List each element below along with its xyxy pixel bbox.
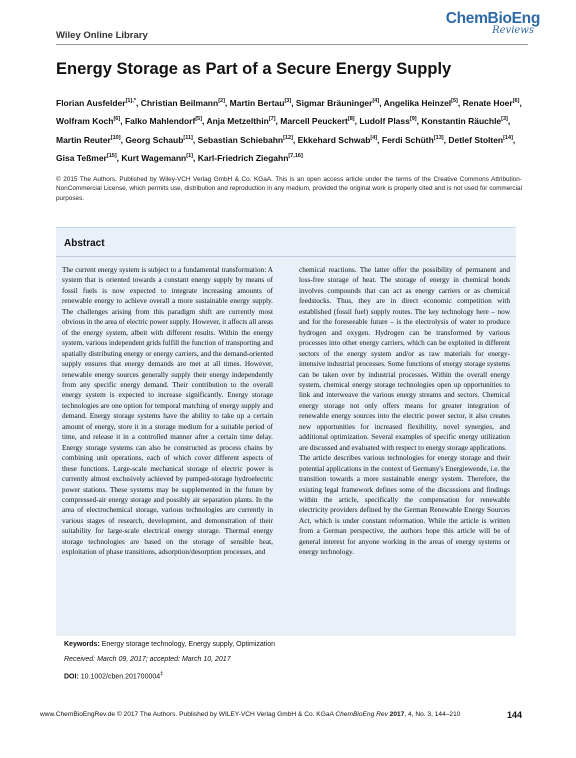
abstract-column-left: The current energy system is subject to a fundamental transformation: A system that is oriented towards a constant energy supply by means of fossil fuels is now expected to integrate increasing amounts of renewable energy to achieve overall a more sustainable energy supply. The challenges arising from this paradigm shift are currently most obvious in the area of electric power supply. However, it affects all areas of the energy system, albeit with different results. Within the energy system, various independent grids fulfill the function of transporting and spatially distributing energy or energy carriers, and the demand-oriented supply ensures that energy demands are met at all times. However, renewable energy sources generally supply their energy independently from any specific energy demand. Their contribution to the overall energy system is expected to increase significantly. Energy storage technologies are one option for temporal matching of energy supply and demand. Energy storage systems have the ability to take up a certain amount of energy, store it in a storage medium for a suitable period of time, and release it in a controlled manner after a certain time delay. Energy storage systems can also be constructed as process chains by combining unit operations, each of which cover different aspects of these functions. Large-scale mechanical storage of electric power is currently almost exclusively achieved by pumped-storage hydroelectric power stations. These systems may be supplemented in the future by compressed-air energy storage and possibly air separation plants. In the area of electrochemical storage, various technologies are currently in various stages of research, development, and demonstration of their suitability for large-scale electrical energy storage. Thermal energy storage technologies are based on the storage of sensible heat, exploitation of phase transitions, adsorption/desorption processes, and	[62, 266, 273, 557]
footer-volume: , 4, No. 3, 144–210	[404, 711, 461, 718]
page-number: 144	[506, 710, 522, 720]
author-name: Renate Hoer	[462, 97, 513, 108]
author-name: Ekkehard Schwab	[297, 134, 371, 145]
author-name: Sigmar Bräuninger	[295, 97, 373, 108]
author-name: Sebastian Schiebahn	[197, 134, 284, 145]
author-affiliation: [4]	[370, 134, 378, 141]
author-name: Georg Schaub	[125, 134, 184, 145]
abstract-divider	[56, 256, 516, 257]
received-date: March 09, 2017;	[97, 655, 148, 663]
article-title: Energy Storage as Part of a Secure Energy Supply	[56, 60, 452, 78]
author-affiliation: [11]	[183, 134, 193, 141]
journal-logo-sub: Reviews	[492, 25, 534, 36]
article-meta	[64, 638, 514, 685]
dates-line	[64, 653, 514, 668]
author-affiliation: [6]	[512, 98, 520, 104]
doi-label: DOI:	[64, 673, 79, 681]
author-name: Anja Metzelthin	[206, 116, 269, 127]
accepted-label: accepted:	[149, 655, 180, 663]
author-name: Detlef Stolten	[448, 134, 504, 145]
author-name: Konstantin Räuchle	[421, 116, 502, 127]
author-name: Kurt Wagemann	[121, 152, 187, 163]
abstract-paragraph: chemical reactions. The latter offer the possibility of permanent and loss-free storage of heat. The storage of energy in chemical bonds involves compounds that can act as energy carriers or as chemical feedstocks. Thus, they are in direct economic competition with established (fossil fuel) supply routes. The key technology here – now and for the foreseeable future – is the electrolysis of water to produce hydrogen and oxygen. Hydrogen can be transformed by various processes into other energy carriers, which can be exploited in different sectors of the energy system and/or as raw materials for energy-intensive industrial processes. Some functions of energy storage systems can be taken over by industrial processes. Within the overall energy system, chemical energy storage technologies open up opportunities to link and interweave the various energy streams and sectors. Chemical energy storage not only offers means for greater integration of renewable energy sources into the electric power sector, it also creates new opportunities for increased flexibility, novel synergies, and additional optimization. Several examples of specific energy utilization are discussed and evaluated with respect to energy storage applications.	[299, 266, 510, 452]
author-name: Gisa Teßmer	[56, 152, 107, 163]
author-affiliation: [12]	[283, 134, 293, 141]
footer-journal: ChemBioEng Rev	[335, 711, 388, 718]
author-name: Angelika Heinzel	[383, 97, 452, 108]
author-name: Karl-Friedrich Ziegahn	[197, 152, 289, 163]
author-name: Marcell Peuckert	[280, 116, 348, 127]
author-name: Martin Reuter	[56, 134, 111, 145]
author-affiliation: [6]	[113, 116, 121, 123]
abstract-heading: Abstract	[64, 238, 105, 249]
author-name: Christian Beilmann	[140, 97, 219, 108]
author-affiliation: [3]	[284, 98, 292, 104]
header-divider	[56, 44, 528, 45]
author-affiliation: [8]	[347, 116, 355, 123]
page-footer	[40, 711, 550, 723]
author-affiliation: [2]	[218, 98, 225, 104]
doi-mark: ‡	[160, 671, 164, 677]
author-name: Martin Bertau	[229, 97, 285, 108]
footer-year: 2017	[389, 711, 405, 718]
journal-logo	[440, 10, 540, 36]
author-affiliation: [7]	[268, 116, 276, 123]
author-affiliation: [9]	[409, 116, 417, 123]
author-affiliation: [3]	[501, 116, 508, 123]
author-name: Falko Mahlendorf	[124, 116, 196, 127]
doi-line	[64, 667, 514, 685]
wiley-online-library-label: Wiley Online Library	[56, 30, 148, 41]
abstract-paragraph: The article describes various technologies for energy storage and their potential applications in the context of Germany's Energiewende, i.e. the transition towards a more sustainable energy system. Therefore, the existing legal framework defines some of the discussions and findings within the article, specifically the compensation for renewable electricity providers defined by the German Renewable Energy Sources Act, which is under constant reformation. While the article is written from a German perspective, the authors hope this article will be of general interest for anyone working in the areas of energy systems or energy technology.	[299, 454, 510, 557]
keywords-label: Keywords:	[64, 641, 100, 648]
author-affiliation: [5]	[195, 116, 203, 123]
author-affiliation: [5]	[451, 98, 458, 104]
keywords-value: Energy storage technology, Energy supply, Optimization	[101, 641, 276, 648]
author-name: Florian Ausfelder	[56, 97, 126, 108]
author-affiliation: [4]	[372, 98, 380, 104]
received-label: Received:	[64, 655, 96, 663]
author-name: Ferdi Schüth	[381, 134, 434, 145]
author-list: Florian Ausfelder$^{[1],*}$, Christian Beilmann[2], Martin Bertau[3], Sigmar Bräuninger[4], Angelika Heinzel[5], Renate Hoer[6], Wolfram Koch[6], Falko Mahlendorf[5], Anja Metzelthin[7], Marcell Peuckert[8], Ludolf Plass[9], Konstantin Räuchle[3], Martin Reuter[10], Georg Schaub[11], Sebastian Schiebahn[12], Ekkehard Schwab[4], Ferdi Schüth[13], Detlef Stolten[14], Gisa Teßmer[15], Kurt Wagemann[1], Karl-Friedrich Ziegahn[7,16]	[56, 97, 522, 163]
footer-publisher: www.ChemBioEngRev.de © 2017 The Authors. Published by WILEY-VCH Verlag GmbH & Co. KGaA	[40, 711, 334, 718]
journal-logo-name: ChemBioEng	[445, 10, 540, 27]
author-affiliation: [13]	[433, 134, 444, 141]
abstract-column-right	[299, 265, 510, 558]
accepted-date: March 10, 2017	[181, 655, 231, 663]
author-affiliation: [1]	[186, 152, 193, 159]
abstract-panel	[56, 227, 516, 636]
author-affiliation: [10]	[110, 134, 121, 141]
doi-link[interactable]: 10.1002/cben.201700004	[80, 673, 161, 681]
author-name: Wolfram Koch	[56, 116, 114, 127]
author-affiliation: [7,16]	[288, 152, 303, 159]
author-affiliation: [14]	[503, 134, 513, 141]
author-affiliation: [1],*	[125, 98, 136, 104]
license-statement: © 2015 The Authors. Published by Wiley-VCH Verlag GmbH & Co. KGaA. This is an open access article under the terms of the Creative Commons Attribution-NonCommercial License, which permits use, distribution and reproduction in any medium, provided the original work is properly cited and is not used for commercial purposes.	[56, 176, 522, 202]
keywords-line	[64, 638, 514, 653]
author-name: Ludolf Plass	[359, 116, 410, 127]
author-affiliation: [15]	[106, 152, 117, 159]
